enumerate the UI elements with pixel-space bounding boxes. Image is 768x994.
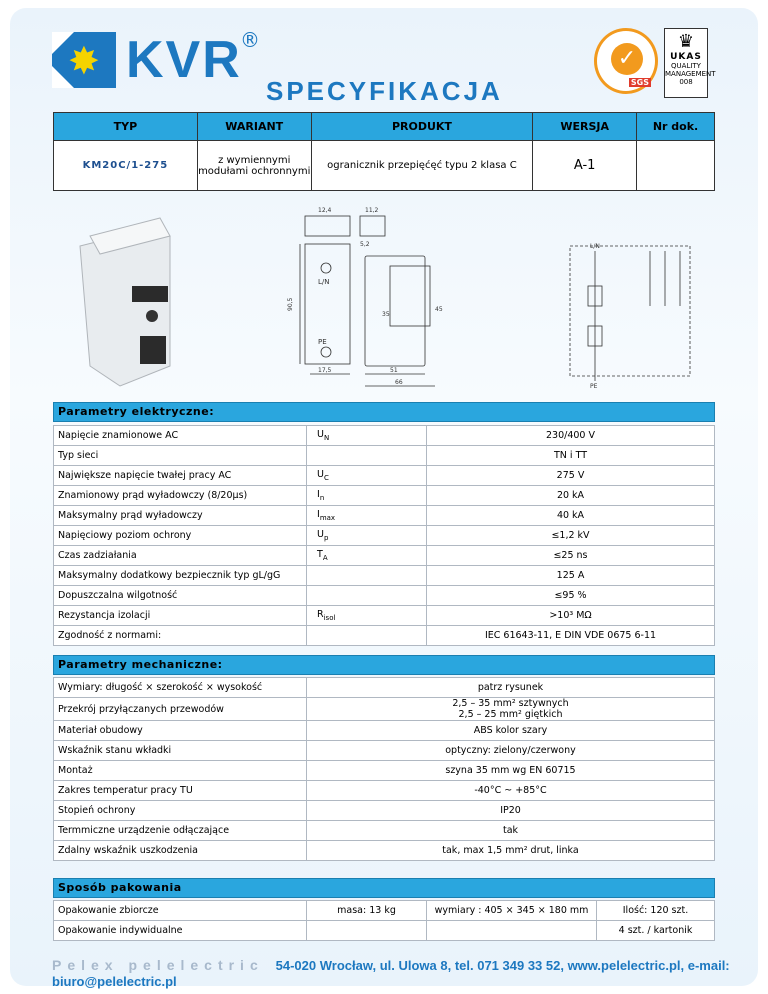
schematic-ln: L/N bbox=[590, 243, 600, 250]
param-symbol: $I_{max}$ bbox=[307, 506, 427, 526]
param-value: ≤25 ns bbox=[427, 546, 715, 566]
kvr-logo bbox=[52, 30, 242, 90]
technical-drawing bbox=[60, 196, 710, 396]
mechanical-row bbox=[54, 841, 715, 861]
param-value: -40°C ~ +85°C bbox=[307, 781, 715, 801]
product-type: KM20C/1-275 bbox=[54, 141, 198, 191]
packing-bulk-label: Opakowanie zbiorcze bbox=[54, 901, 307, 921]
param-name: Znamionowy prąd wyładowczy (8/20µs) bbox=[54, 486, 307, 506]
param-name: Termmiczne urządzenie odłączające bbox=[54, 821, 307, 841]
param-name: Rezystancja izolacji bbox=[54, 606, 307, 626]
mechanical-row bbox=[54, 741, 715, 761]
param-value: 125 A bbox=[427, 566, 715, 586]
col-produkt: PRODUKT bbox=[311, 113, 533, 141]
label-ln: L/N bbox=[318, 278, 330, 286]
param-name: Stopień ochrony bbox=[54, 801, 307, 821]
param-symbol: $T_A$ bbox=[307, 546, 427, 566]
param-name: Wymiary: długość × szerokość × wysokość bbox=[54, 678, 307, 698]
crown-icon: ♛ bbox=[677, 31, 695, 52]
mechanical-row bbox=[54, 801, 715, 821]
mechanical-row bbox=[54, 821, 715, 841]
electrical-row bbox=[54, 626, 715, 646]
param-value: ≤1,2 kV bbox=[427, 526, 715, 546]
dim-51: 51 bbox=[390, 367, 398, 374]
dim-top1: 12,4 bbox=[318, 207, 332, 214]
param-name: Maksymalny dodatkowy bezpiecznik typ gL/gG bbox=[54, 566, 307, 586]
electrical-table bbox=[53, 425, 715, 646]
header-table bbox=[53, 112, 715, 191]
param-value: 230/400 V bbox=[427, 426, 715, 446]
label-pe: PE bbox=[318, 338, 327, 346]
drawing-svg bbox=[60, 196, 710, 396]
param-value: >10³ MΩ bbox=[427, 606, 715, 626]
electrical-row bbox=[54, 606, 715, 626]
dim-17: 17,5 bbox=[318, 367, 332, 374]
packing-bulk-dims: wymiary : 405 × 345 × 180 mm bbox=[427, 901, 597, 921]
col-typ: TYP bbox=[54, 113, 198, 141]
document-number bbox=[637, 141, 715, 191]
col-wariant: WARIANT bbox=[197, 113, 311, 141]
param-symbol bbox=[307, 446, 427, 466]
mechanical-table bbox=[53, 677, 715, 861]
param-value: 20 kA bbox=[427, 486, 715, 506]
product-photo bbox=[80, 218, 170, 386]
footer-address: 54-020 Wrocław, ul. Ulowa 8, tel. 071 349 33 52, www.pelelectric.pl, e-mail: biuro@pelelectric.pl bbox=[52, 958, 730, 989]
electrical-row bbox=[54, 446, 715, 466]
param-symbol: $U_p$ bbox=[307, 526, 427, 546]
packing-single-qty: 4 szt. / kartonik bbox=[597, 921, 715, 941]
dim-35: 35 bbox=[382, 311, 390, 318]
param-name: Zakres temperatur pracy TU bbox=[54, 781, 307, 801]
param-name: Największe napięcie twałej pracy AC bbox=[54, 466, 307, 486]
electrical-heading: Parametry elektryczne: bbox=[53, 402, 715, 422]
schematic-pe: PE bbox=[590, 383, 598, 390]
param-value: IEC 61643-11, E DIN VDE 0675 6-11 bbox=[427, 626, 715, 646]
packing-heading: Sposób pakowania bbox=[53, 878, 715, 898]
param-symbol: $U_N$ bbox=[307, 426, 427, 446]
dim-66: 66 bbox=[395, 379, 403, 386]
wiring-schematic bbox=[570, 246, 690, 381]
packing-table bbox=[53, 900, 715, 941]
param-value: tak bbox=[307, 821, 715, 841]
param-value: patrz rysunek bbox=[307, 678, 715, 698]
mechanical-row bbox=[54, 678, 715, 698]
dim-height: 90,5 bbox=[287, 297, 294, 311]
param-symbol bbox=[307, 626, 427, 646]
mechanical-row bbox=[54, 698, 715, 721]
param-symbol: $U_C$ bbox=[307, 466, 427, 486]
packing-single-label: Opakowanie indywidualne bbox=[54, 921, 307, 941]
param-value: IP20 bbox=[307, 801, 715, 821]
param-value: szyna 35 mm wg EN 60715 bbox=[307, 761, 715, 781]
param-name: Zgodność z normami: bbox=[54, 626, 307, 646]
param-name: Typ sieci bbox=[54, 446, 307, 466]
param-symbol bbox=[307, 586, 427, 606]
iso-certificate-badge: ✓ SGS bbox=[594, 28, 658, 94]
param-name: Maksymalny prąd wyładowczy bbox=[54, 506, 307, 526]
param-name: Montaż bbox=[54, 761, 307, 781]
product-variant: z wymiennymi modułami ochronnymi bbox=[197, 141, 311, 191]
certification-logos bbox=[594, 28, 716, 100]
product-description: ogranicznik przepięćęć typu 2 klasa C bbox=[311, 141, 533, 191]
electrical-row bbox=[54, 486, 715, 506]
mechanical-heading: Parametry mechaniczne: bbox=[53, 655, 715, 675]
param-name: Materiał obudowy bbox=[54, 721, 307, 741]
param-value: ≤95 % bbox=[427, 586, 715, 606]
param-name: Wskaźnik stanu wkładki bbox=[54, 741, 307, 761]
param-name: Czas zadziałania bbox=[54, 546, 307, 566]
param-value: 2,5 – 35 mm² sztywnych 2,5 – 25 mm² giętkich bbox=[307, 698, 715, 721]
electrical-row bbox=[54, 526, 715, 546]
param-name: Napięcie znamionowe AC bbox=[54, 426, 307, 446]
footer bbox=[52, 957, 768, 989]
param-value: ABS kolor szary bbox=[307, 721, 715, 741]
param-value: 275 V bbox=[427, 466, 715, 486]
param-name: Napięciowy poziom ochrony bbox=[54, 526, 307, 546]
dim-top2: 11,2 bbox=[365, 207, 379, 214]
mechanical-row bbox=[54, 721, 715, 741]
mechanical-row bbox=[54, 761, 715, 781]
electrical-row bbox=[54, 506, 715, 526]
param-symbol: $I_n$ bbox=[307, 486, 427, 506]
param-name: Zdalny wskaźnik uszkodzenia bbox=[54, 841, 307, 861]
mechanical-row bbox=[54, 781, 715, 801]
electrical-row bbox=[54, 566, 715, 586]
electrical-row bbox=[54, 546, 715, 566]
param-value: TN i TT bbox=[427, 446, 715, 466]
packing-bulk-qty: Ilość: 120 szt. bbox=[597, 901, 715, 921]
kvr-logo-mark: ✸ bbox=[52, 32, 116, 88]
kvr-logo-text: KVR bbox=[126, 31, 242, 89]
footer-brand: Pelex pelelectric bbox=[52, 957, 264, 973]
product-version: A-1 bbox=[533, 141, 637, 191]
param-symbol bbox=[307, 566, 427, 586]
param-value: tak, max 1,5 mm² drut, linka bbox=[307, 841, 715, 861]
registered-mark: ® bbox=[240, 28, 260, 52]
param-name: Przekrój przyłączanych przewodów bbox=[54, 698, 307, 721]
col-nr-dok: Nr dok. bbox=[637, 113, 715, 141]
ukas-badge: ♛ UKAS QUALITY MANAGEMENT 008 bbox=[664, 28, 708, 98]
param-value: optyczny: zielony/czerwony bbox=[307, 741, 715, 761]
col-wersja: WERSJA bbox=[533, 113, 637, 141]
param-value: 40 kA bbox=[427, 506, 715, 526]
packing-bulk-mass: masa: 13 kg bbox=[307, 901, 427, 921]
dim-side: 5,2 bbox=[360, 241, 370, 248]
electrical-row bbox=[54, 586, 715, 606]
dim-45: 45 bbox=[435, 306, 443, 313]
param-name: Dopuszczalna wilgotność bbox=[54, 586, 307, 606]
param-symbol: $R_{isol}$ bbox=[307, 606, 427, 626]
electrical-row bbox=[54, 426, 715, 446]
check-icon: ✓ bbox=[611, 43, 643, 75]
page-title: SPECYFIKACJA bbox=[266, 76, 503, 106]
electrical-row bbox=[54, 466, 715, 486]
